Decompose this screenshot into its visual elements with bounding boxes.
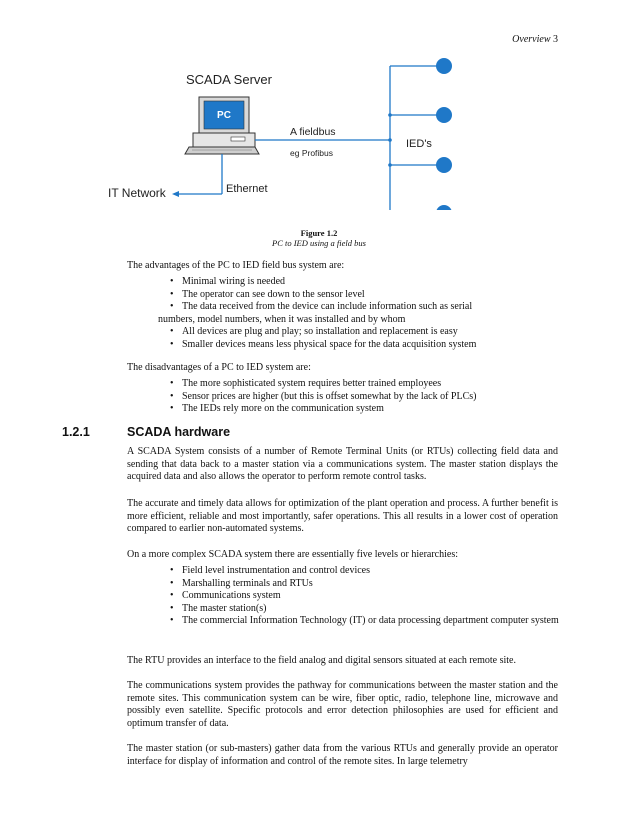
junction-dot [388, 163, 392, 167]
junction-dot [388, 138, 392, 142]
ied-device-icon [436, 157, 452, 173]
junction-dot [388, 113, 392, 117]
arrow-left-icon [172, 191, 179, 197]
list-item: • Minimal wiring is needed [170, 276, 570, 289]
list-item: • Communications system [170, 590, 560, 603]
ied-device-icon [436, 107, 452, 123]
body-paragraph: The communications system provides the pathway for communications between the master station and the remote sites. This communication system can be wire, fiber optic, radio, telephone line, microwave and possibly even satellite. Specific protocols and error detection philosophies are used for efficient and optimum transfer of data. [127, 680, 558, 729]
list-item: • The commercial Information Technology (IT) or data processing department computer system [170, 615, 560, 628]
list-item: • Marshalling terminals and RTUs [170, 578, 560, 591]
body-paragraph: The accurate and timely data allows for optimization of the plant operation and process. A further benefit is more efficient, reliable and most importantly, safer operations. This all results in a lower cost of operation compared to earlier non-automated systems. [127, 498, 558, 535]
list-item: • The master station(s) [170, 603, 560, 616]
hierarchy-levels-list [170, 565, 560, 628]
ethernet-label: Ethernet [226, 183, 268, 195]
list-item: • The IEDs rely more on the communication system [170, 403, 570, 416]
section-title: SCADA hardware [127, 425, 231, 439]
list-item: • Sensor prices are higher (but this is offset somewhat by the lack of PLCs) [170, 391, 570, 404]
ied-device-icon [436, 58, 452, 74]
list-item: • The operator can see down to the sensor level [170, 289, 570, 302]
figure-caption: PC to IED using a field bus [272, 238, 366, 248]
body-paragraph: On a more complex SCADA system there are essentially five levels or hierarchies: [127, 549, 459, 560]
fieldbus-label: A fieldbus [290, 126, 336, 138]
fieldbus-example-label: eg Profibus [290, 148, 333, 158]
ieds-label: IED's [406, 138, 432, 150]
body-paragraph: The RTU provides an interface to the field analog and digital sensors situated at each remote site. [127, 655, 516, 666]
body-paragraph: The master station (or sub-masters) gather data from the various RTUs and generally provide an operator interface for display of information and control of the remote sites. In large telemetry [127, 743, 558, 767]
body-paragraph: A SCADA System consists of a number of Remote Terminal Units (or RTUs) collecting field data and sending that data back to a master station via a communications system. The master station displays the acquired data and also allows the operator to perform remote control tasks. [127, 446, 558, 483]
list-item: • All devices are plug and play; so installation and replacement is easy [170, 326, 570, 339]
page-number: 3 [553, 34, 558, 45]
ied-device-icon [436, 205, 452, 210]
disadvantages-list [170, 378, 570, 416]
advantages-list [158, 276, 570, 352]
section-number: 1.2.1 [62, 425, 90, 439]
figure-number: Figure 1.2 [300, 228, 338, 238]
pc-label: PC [217, 110, 231, 121]
advantages-intro: The advantages of the PC to IED field bus system are: [127, 260, 345, 271]
list-item: • Field level instrumentation and control devices [170, 565, 560, 578]
list-item: • The more sophisticated system requires better trained employees [170, 378, 570, 391]
disadvantages-intro: The disadvantages of a PC to IED system are: [127, 362, 311, 373]
it-network-label: IT Network [108, 186, 166, 200]
header-title: Overview [512, 34, 551, 45]
list-item-continuation: numbers, model numbers, when it was installed and by whom [158, 313, 406, 325]
pc-computer-icon [185, 97, 259, 154]
list-item: • The data received from the device can include information such as serial [170, 301, 570, 314]
fieldbus-diagram [0, 0, 638, 210]
list-item: • Smaller devices means less physical space for the data acquisition system [170, 339, 570, 352]
scada-server-label: SCADA Server [186, 72, 272, 87]
